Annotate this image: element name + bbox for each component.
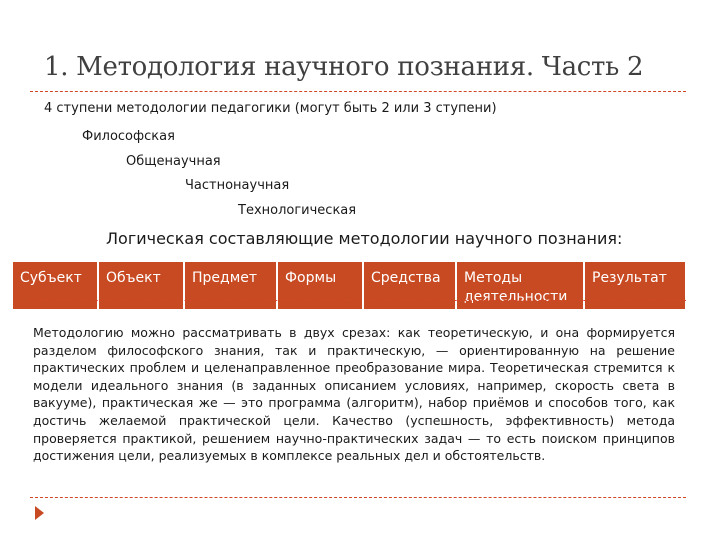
component-subject-matter: Предмет (185, 262, 278, 309)
band-divider (30, 300, 686, 301)
component-methods: Методы деятельности (457, 262, 585, 309)
footer-divider (30, 497, 686, 498)
title-divider (30, 91, 686, 92)
step-general-scientific: Общенаучная (126, 154, 221, 169)
component-subject: Субъект (13, 262, 99, 309)
next-arrow-icon[interactable] (35, 506, 44, 520)
body-paragraph: Методологию можно рассматривать в двух срезах: как теоретическую, и она формируется разделом философского знания, так и практическую, — ориентированную на решение практических проблем и целенаправленное преобразование мира. Теоретическая стремится к модели идеального знания (в заданных описанием условиях, например, скорость света в вакууме), практическая же — это программа (алгоритм), набор приёмов и способов того, как достичь желаемой практической цели. Качество (успешность, эффективность) метода проверяется практикой, решением научно-практических задач — то есть поиском принципов достижения цели, реализуемых в комплексе реальных дел и обстоятельств. (33, 325, 675, 464)
step-philosophical: Философская (82, 129, 175, 144)
component-result: Результат (592, 270, 667, 286)
logic-heading: Логическая составляющие методологии научного познания: (106, 229, 623, 248)
components-band (13, 262, 685, 309)
component-forms: Формы (278, 262, 364, 309)
step-technological: Технологическая (238, 203, 357, 218)
steps-heading: 4 ступени методологии педагогики (могут быть 2 или 3 ступени) (44, 101, 497, 116)
component-means: Средства (364, 262, 457, 309)
step-specific-scientific: Частнонаучная (185, 178, 290, 193)
component-object: Объект (99, 262, 185, 309)
slide-title: 1. Методология научного познания. Часть 2 (44, 52, 644, 82)
